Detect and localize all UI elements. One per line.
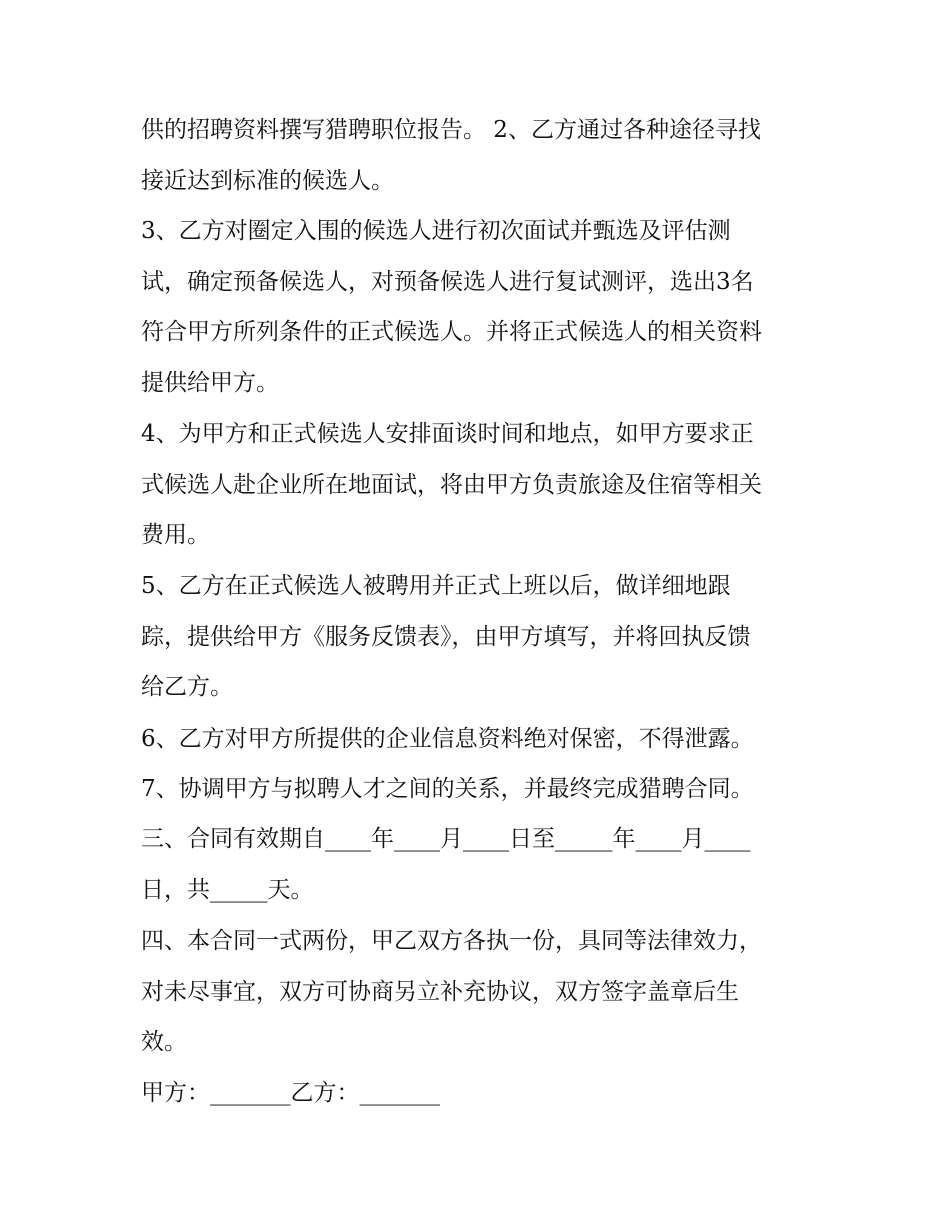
- text-line: 3、乙方对圈定入围的候选人进行初次面试并甄选及评估测: [141, 218, 731, 244]
- text-line: 提供给甲方。: [141, 370, 279, 396]
- text-line: 费用。: [141, 522, 210, 548]
- text-line: 日，共_____天。: [141, 877, 314, 903]
- text-line: 式候选人赴企业所在地面试，将由甲方负责旅途及住宿等相关: [141, 472, 762, 498]
- text-line: 符合甲方所列条件的正式候选人。并将正式候选人的相关资料: [141, 319, 762, 345]
- text-line: 接近达到标准的候选人。: [141, 168, 394, 194]
- text-line: 4、为甲方和正式候选人安排面谈时间和地点，如甲方要求正: [141, 421, 754, 447]
- text-line: 四、本合同一式两份，甲乙双方各执一份，具同等法律效力，: [141, 928, 762, 954]
- text-line: 给乙方。: [141, 674, 233, 700]
- text-line: 6、乙方对甲方所提供的企业信息资料绝对保密，不得泄露。: [141, 726, 754, 752]
- text-line: 踪，提供给甲方《服务反馈表》，由甲方填写，并将回执反馈: [141, 624, 751, 650]
- text-line: 三、合同有效期自____年____月____日至_____年____月____: [141, 826, 751, 852]
- text-line: 7、协调甲方与拟聘人才之间的关系，并最终完成猎聘合同。: [141, 776, 754, 802]
- signature-line: 甲方：_______乙方：_______: [141, 1080, 440, 1106]
- text-line: 5、乙方在正式候选人被聘用并正式上班以后，做详细地跟: [141, 573, 731, 599]
- text-line: 效。: [141, 1029, 187, 1055]
- text-line: 对未尽事宜，双方可协商另立补充协议，双方签字盖章后生: [141, 979, 739, 1005]
- text-line: 试，确定预备候选人，对预备候选人进行复试测评，选出3名: [141, 269, 754, 295]
- text-line: 供的招聘资料撰写猎聘职位报告。 2、乙方通过各种途径寻找: [141, 117, 761, 143]
